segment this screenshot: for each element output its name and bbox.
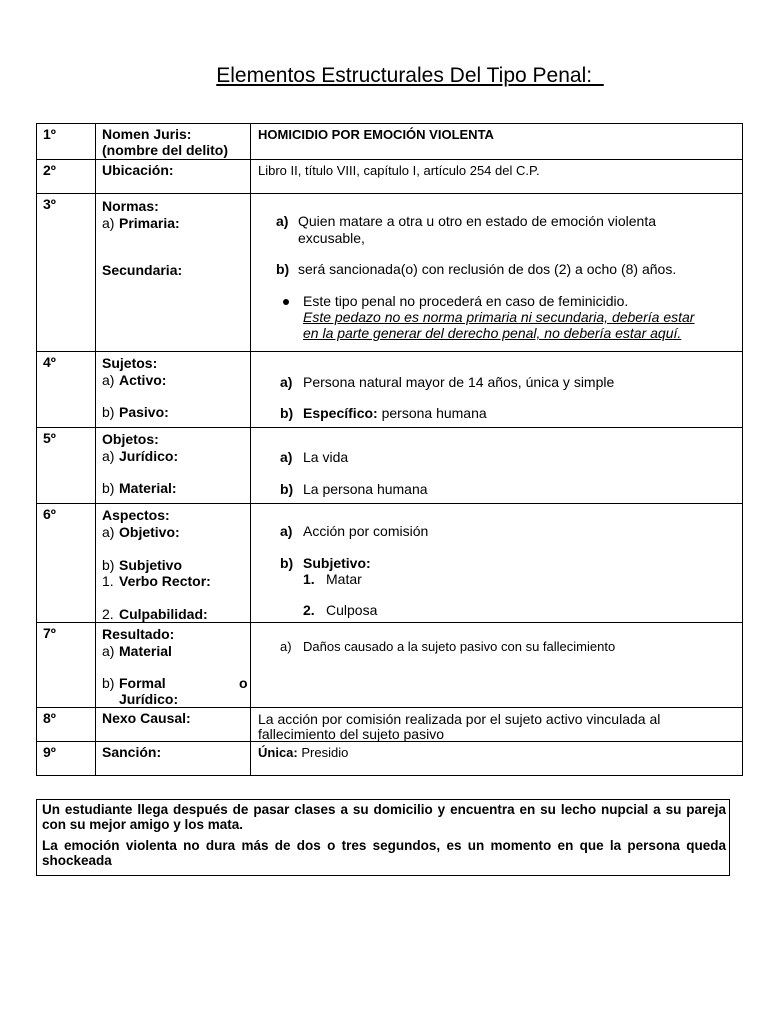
table-row [37,428,743,504]
row-label: Nexo Causal: [96,708,251,742]
label-line: Nomen Juris: [102,126,192,142]
page-title: Elementos Estructurales Del Tipo Penal: [216,64,604,87]
row-content: a) La vida b) La persona humana [251,428,743,504]
table-row [37,194,743,352]
row-content: a) Acción por comisión b) Subjetivo: 1. Matar 2. Culposa [251,504,743,623]
row-number: 7º [37,623,96,708]
bullet-icon [283,299,289,305]
table-row [37,160,743,194]
row-number: 6º [37,504,96,623]
table-row [37,352,743,428]
row-content: La acción por comisión realizada por el sujeto activo vinculada al fallecimiento del sujeto pasivo [251,708,743,742]
structure-table [36,123,743,776]
row-content: Única: Presidio [251,742,743,776]
row-content [251,160,743,194]
row-number: 4º [37,352,96,428]
table-row [37,504,743,623]
note-paragraph: La emoción violenta no dura más de dos o tres segundos, es un momento en que la persona queda shockeada [42,838,726,868]
note-paragraph: Un estudiante llega después de pasar clases a su domicilio y encuentra en su lecho nupcial a su pareja con su mejor amigo y los mata. [42,802,726,832]
row-label: Resultado: a) Material b) Formal o Jurídico: [96,623,251,708]
row-number: 9º [37,742,96,776]
row-content: a) Daños causado a la sujeto pasivo con su fallecimiento [251,623,743,708]
row-number: 1º [37,124,96,160]
table-row [37,124,743,160]
row-number: 2º [37,160,96,194]
table-row [37,623,743,708]
row-label: Aspectos: a) Objetivo: b) Subjetivo 1. Verbo Rector: 2. Culpabilidad: [96,504,251,623]
row-number: 5º [37,428,96,504]
row-label: Sujetos: a) Activo: b) Pasivo: [96,352,251,428]
annotation-note: Este pedazo no es norma primaria ni secundaria, debería estar [303,309,695,325]
location-text: Libro II, título VIII, capítulo I, artículo 254 del C.P. [258,163,540,178]
row-content [251,124,743,160]
note-box [36,799,730,876]
row-number: 3º [37,194,96,352]
row-label [96,124,251,160]
row-label: Objetos: a) Jurídico: b) Material: [96,428,251,504]
row-label: Normas: a) Primaria: Secundaria: [96,194,251,352]
row-content: a) Quien matare a otra u otro en estado de emoción violenta excusable, b) será sancionada(o) con reclusión de dos (2) a ocho (8) años. Este tipo penal no procederá en caso de feminicidio. Este pedazo no es norma primaria ni secundaria, debería estar en la parte generar del derecho penal, no debería estar aquí. [251,194,743,352]
label-line: (nombre del delito) [102,142,228,158]
row-content: a) Persona natural mayor de 14 años, única y simple b) Específico: persona humana [251,352,743,428]
table-row [37,742,743,776]
row-label: Sanción: [96,742,251,776]
row-label: Ubicación: [96,160,251,194]
table-row [37,708,743,742]
row-number: 8º [37,708,96,742]
crime-name: HOMICIDIO POR EMOCIÓN VIOLENTA [258,127,494,142]
annotation-note: en la parte generar del derecho penal, no debería estar aquí. [303,325,682,341]
